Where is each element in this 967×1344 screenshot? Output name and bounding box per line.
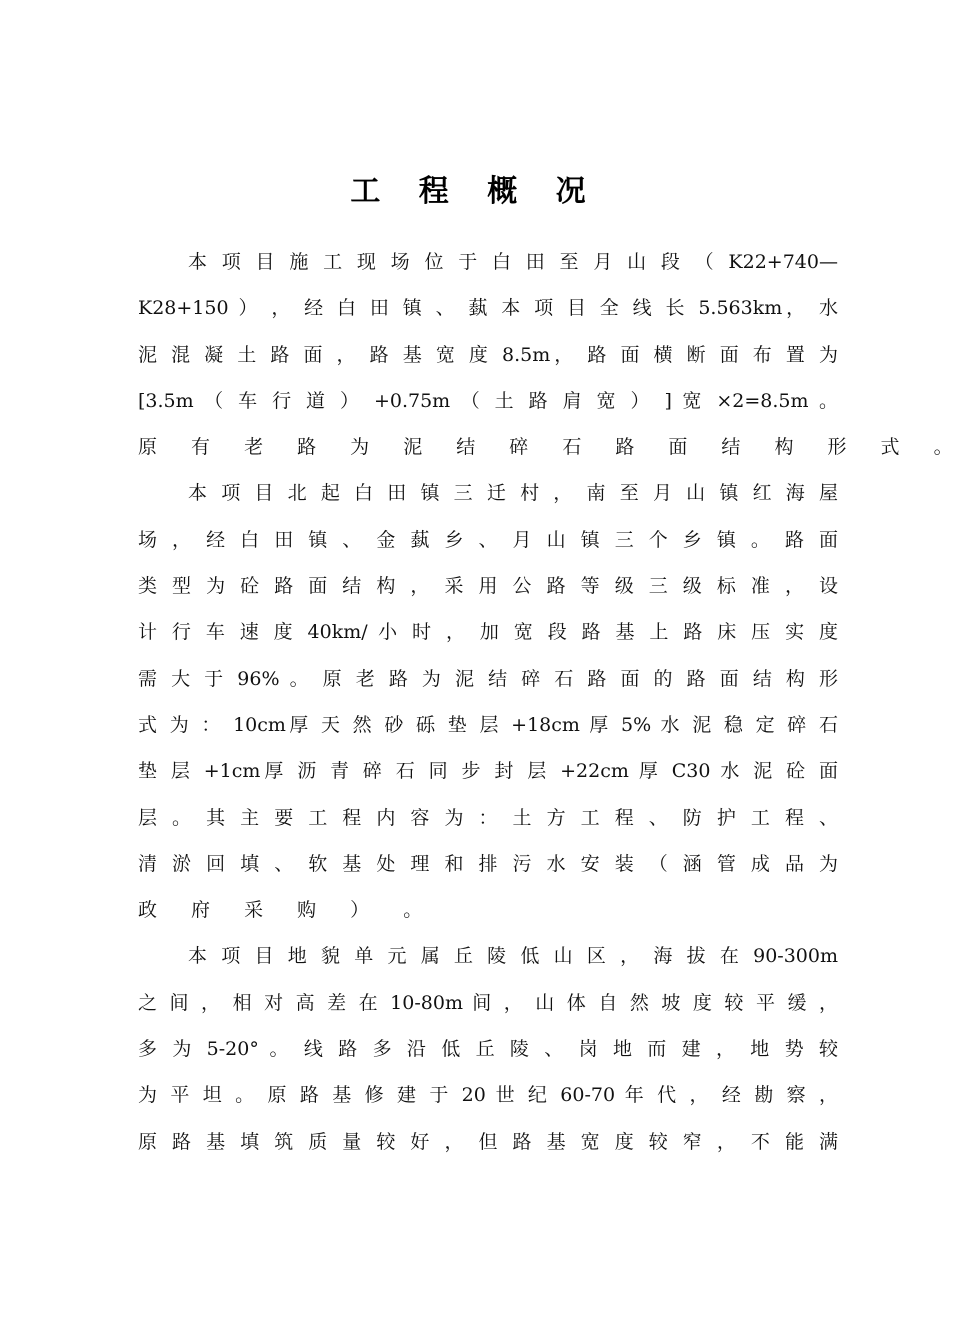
paragraph-line: 为 平 坦 。 原 路 基 修 建 于 20 世 纪 60-70 年 代 ， 经 勘 察 ， [138, 1084, 838, 1107]
paragraph-line: 场 ， 经 白 田 镇 、 金 蓺 乡 、 月 山 镇 三 个 乡 镇 。 路 面 [138, 528, 838, 551]
paragraph-line: 泥 混 凝 土 路 面 ， 路 基 宽 度 8.5m， 路 面 横 断 面 布 置 为 [138, 343, 838, 366]
paragraph-line: 政 府 采 购 ） 。 [138, 899, 437, 922]
paragraph-line: 原 有 老 路 为 泥 结 碎 石 路 面 结 构 形 式 。 [138, 436, 967, 459]
paragraph-line: 本 项 目 施 工 现 场 位 于 白 田 至 月 山 段 （ K22+740— [188, 251, 838, 273]
paragraph-line: 多 为 5-20° 。 线 路 多 沿 低 丘 陵 、 岗 地 而 建 ， 地 势 较 [138, 1038, 838, 1061]
paragraph-line: K28+150 ） ， 经 白 田 镇 、 蓺 本 项 目 全 线 长 5.563km， 水 [138, 297, 838, 320]
paragraph-line: 本 项 目 北 起 白 田 镇 三 迁 村 ， 南 至 月 山 镇 红 海 屋 [188, 482, 838, 505]
paragraph-line: 类 型 为 砼 路 面 结 构 ， 采 用 公 路 等 级 三 级 标 准 ， 设 [138, 575, 838, 598]
paragraph-line: 层 。 其 主 要 工 程 内 容 为 ： 土 方 工 程 、 防 护 工 程 、 [138, 806, 838, 829]
paragraph-line: 原 路 基 填 筑 质 量 较 好 ， 但 路 基 宽 度 较 窄 ， 不 能 满 [138, 1130, 838, 1153]
paragraph-line: 式 为 ： 10cm厚 天 然 砂 砾 垫 层 +18cm 厚 5% 水 泥 稳 定 碎 石 [138, 713, 838, 736]
paragraph-line: 之 间 ， 相 对 高 差 在 10-80m 间 ， 山 体 自 然 坡 度 较 平 缓 ， [138, 991, 838, 1014]
paragraph-line: 需 大 于 96% 。 原 老 路 为 泥 结 碎 石 路 面 的 路 面 结 构 形 [138, 667, 838, 690]
paragraph-line: 清 淤 回 填 、 软 基 处 理 和 排 污 水 安 装 （ 涵 管 成 品 为 [138, 852, 838, 875]
paragraph-line: 计 行 车 速 度 40km/ 小 时 ， 加 宽 段 路 基 上 路 床 压 实 度 [138, 621, 838, 644]
body-text [138, 239, 967, 1165]
page-title: 工 程 概 况 [350, 174, 600, 209]
paragraph-line: [3.5m （ 车 行 道 ） +0.75m （ 土 路 肩 宽 ） ] 宽 ×2=8.5m 。 [138, 389, 838, 412]
paragraph-line: 垫 层 +1cm厚 沥 青 碎 石 同 步 封 层 +22cm 厚 C30 水 泥 砼 面 [138, 760, 838, 783]
paragraph-line: 本 项 目 地 貌 单 元 属 丘 陵 低 山 区 ， 海 拔 在 90-300m [188, 945, 838, 968]
